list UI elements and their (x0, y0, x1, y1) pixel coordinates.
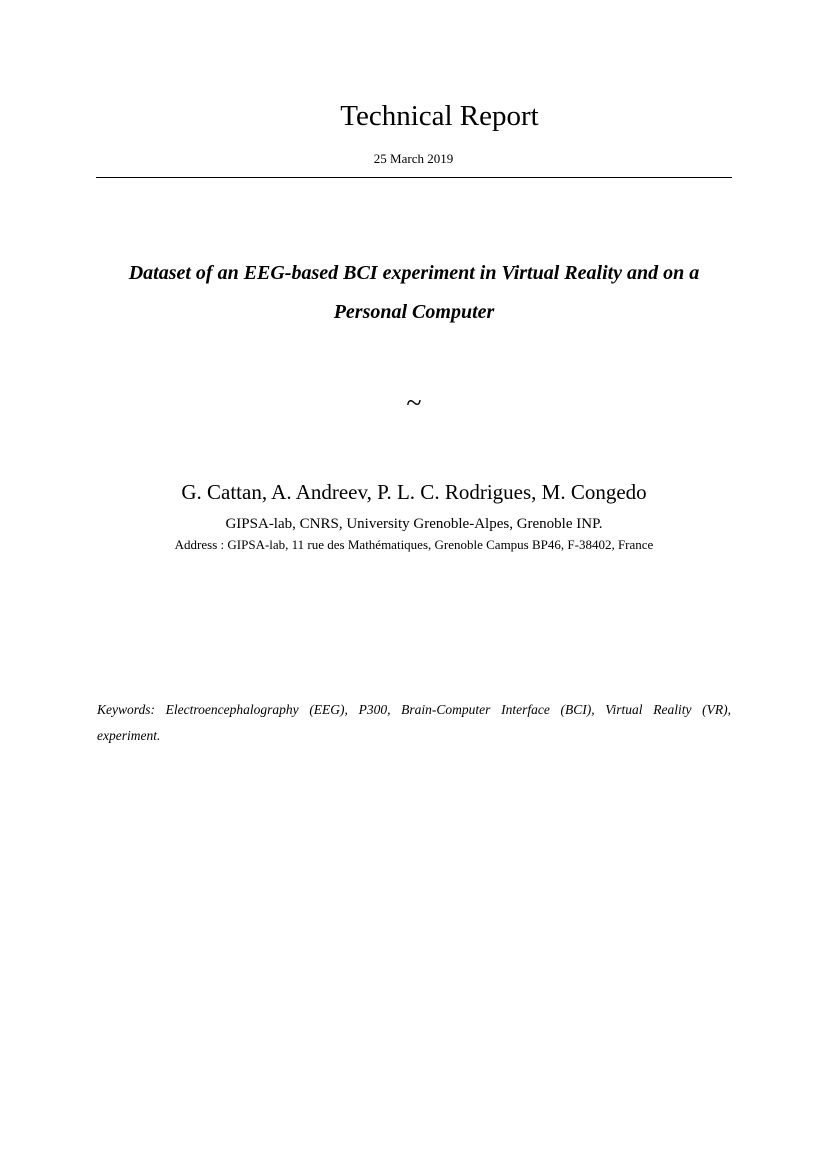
header-divider (96, 177, 732, 178)
section-separator: ~ (406, 388, 422, 419)
paper-title: Dataset of an EEG-based BCI experiment in Virtual Reality and on a Personal Computer (128, 262, 700, 323)
address: Address : GIPSA-lab, 11 rue des Mathématiques, Grenoble Campus BP46, F-38402, France (174, 537, 654, 552)
report-title: Technical Report (340, 100, 539, 132)
keywords: Keywords: Electroencephalography (EEG), P300, Brain-Computer Interface (BCI), Virtual Reality (VR), experiment. (97, 702, 731, 743)
report-date: 25 March 2019 (373, 151, 454, 166)
affiliation: GIPSA-lab, CNRS, University Grenoble-Alpes, Grenoble INP. (225, 516, 603, 532)
author-list: G. Cattan, A. Andreev, P. L. C. Rodrigues, M. Congedo (181, 480, 647, 504)
